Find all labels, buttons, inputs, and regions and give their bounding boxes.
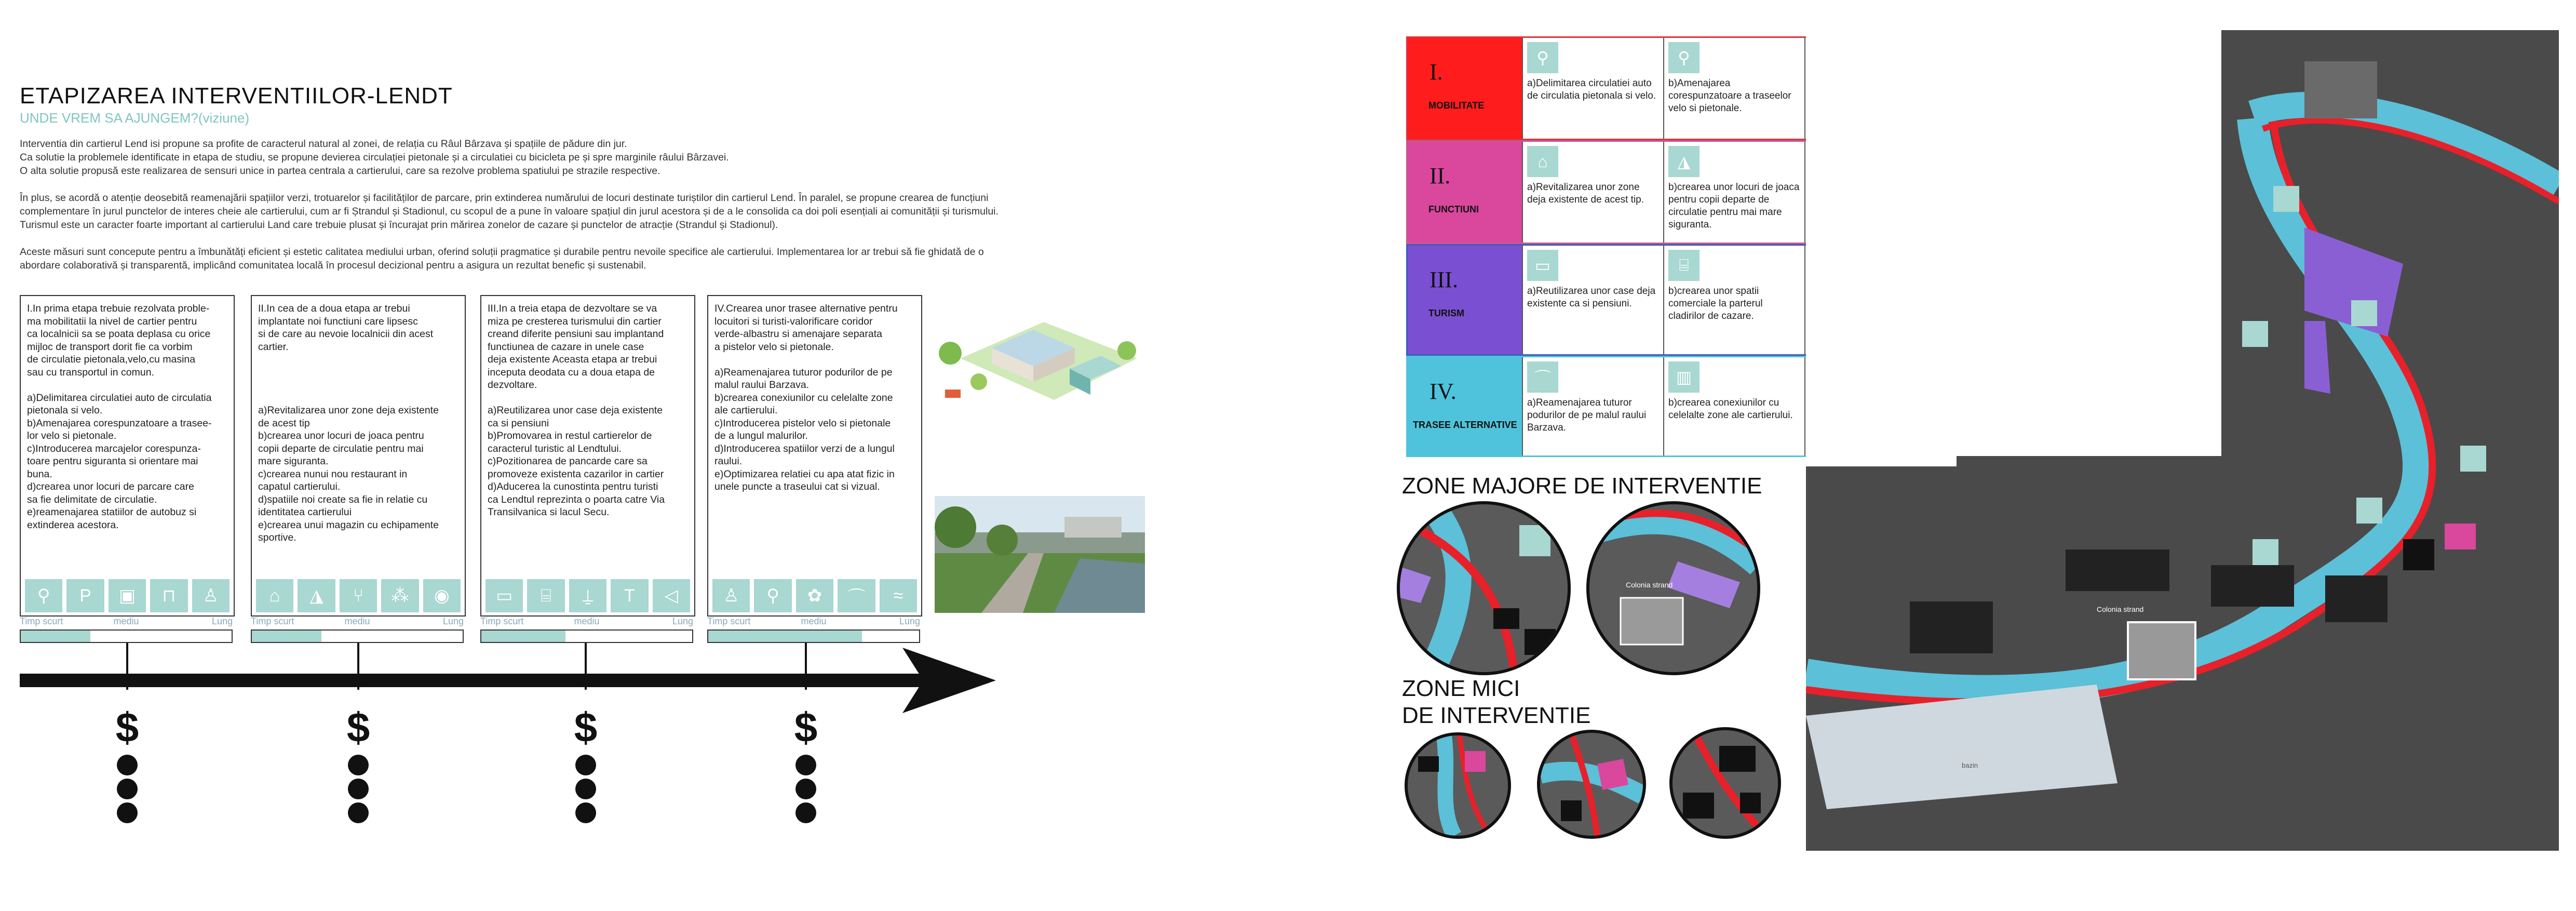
parking-icon: P	[66, 579, 104, 612]
stage-text: III.In a treia etapa de dezvoltare se va miza pe cresterea turismului din cartier creand diferite pensiuni sau implantand functiunea de cazare in unele case deja existente Aceasta etapa ar trebui inceputa deodata cu a doua etapa de dezvoltare. a)Reutilizarea unor case deja existente ca si pensiuni b)Promovarea in restul cartierelor de caracterul turistic al Lendtului. c)Pozitionarea de pancarde care sa promoveze existenta cazarilor in cartier d)Aducerea la cunostinta pentru turisti ca Lendtul reprezinta o poarta catre Via Transilvanica si lacul Secu.	[488, 303, 665, 518]
time-label-short: Timp scurt	[251, 616, 294, 626]
duration-bar-fill	[21, 631, 90, 642]
bridge-icon: ⌒	[1527, 361, 1558, 393]
matrix-cell	[1663, 142, 1804, 243]
dollar-icon: $	[574, 704, 598, 751]
stage-text: I.In prima etapa trebuie rezolvata proble- ma mobilitatii la nivel de cartier pentru ca localnicii sa se poata deplasa cu orice mijloc de transport dorit fie ca vorbim de circulatie pietonala,velo,cu masina sau cu transportul in comun. a)Delimitarea circulatiei auto de circulatia pietonala si velo. b)Amenajarea corespunzatoare a trasee- lor velo si pietonale. c)Introducerea marcajelor corespunza- toare pentru siguranta si orientare mai buna. d)crearea unor locuri de parcare care sa fie delimitate de circulatie. e)reamenajarea statiilor de autobuz si extinderea acestora.	[27, 303, 212, 531]
map-label: Colonia strand	[1626, 581, 1673, 589]
dot-icon	[795, 779, 816, 799]
cost-marker	[112, 704, 143, 826]
time-label-medium: mediu	[574, 616, 600, 626]
matrix-cell	[1522, 38, 1663, 139]
dot-icon	[348, 802, 369, 823]
minor-zone-map	[1537, 730, 1646, 839]
zone-major-title: ZONE MAJORE DE INTERVENTIE	[1402, 473, 1762, 499]
pedestrian-icon: ♙	[192, 579, 230, 612]
matrix-row-header	[1408, 246, 1522, 354]
dot-icon	[575, 755, 596, 775]
dot-icon	[117, 779, 138, 799]
page-subtitle: UNDE VREM SA AJUNGEM?(viziune)	[20, 110, 250, 126]
dollar-icon: $	[115, 704, 139, 751]
intro-text	[20, 137, 1110, 286]
page-title: ETAPIZAREA INTERVENTIILOR-LENDT	[20, 83, 453, 109]
minor-zone-map	[1669, 727, 1781, 839]
timeline-tick	[805, 643, 807, 690]
matrix-row-header	[1408, 38, 1522, 139]
sign-icon: ⍊	[569, 579, 606, 612]
matrix-cell	[1663, 38, 1804, 139]
dollar-icon: $	[794, 704, 818, 751]
dot-icon	[117, 802, 138, 823]
timeline-arrow	[20, 641, 996, 719]
map-label: Colonia strand	[2097, 605, 2144, 613]
matrix-cell-text: b)Amenajarea corespunzatoare a traseelor velo si pietonale.	[1668, 78, 1791, 114]
duration-bar	[20, 629, 233, 643]
intro-paragraph: În plus, se acordă o atenție deosebită reamenajării spațiilor verzi, trotuarelor și facilităților de parcare, prin extinderea numărului de locuri destinate turiștilor din cartierul Lend. În paralel, se propune crearea de funcțiuni complementare în jurul punctelor de interes cheie ale cartierului, cum ar fi Ștrandul și Stadionul, cu scopul de a pune în valoare spațiul din jurul acestora și de a le consolida ca doi poli esențiali ai comunității și turismului. Turismul este un caracter foarte important al cartierului Land care trebuie plusat și încurajat prin mărirea zonelor de cazare și punctelor de atracție (Strandul și Stadionul).	[20, 192, 999, 231]
matrix-cell-text: a)Reamenajarea tuturor podurilor de pe malul raului Barzava.	[1527, 397, 1647, 433]
matrix-row-label: TURISM	[1428, 308, 1464, 318]
bed-icon: ▭	[485, 579, 523, 612]
matrix-cell-text: b)crearea unor spatii comerciale la parterul cladirilor de cazare.	[1668, 286, 1763, 321]
nature-icon: ✿	[796, 579, 833, 612]
stage-text: II.In cea de a doua etapa ar trebui implantate noi functiuni care lipsesc si de care au nevoie localnicii din acest cartier. a)Revitalizarea unor zone deja existente de acest tip b)crearea unor locuri de joaca pentru copii departe de circulatie pentru mai mare siguranta. c)crearea nunui nou restaurant in capatul cartierului. d)spatiile noi create sa fie in relatie cu identitatea cartierului e)crearea unui magazin cu echipamente sportive.	[258, 303, 439, 543]
major-zone-map	[1586, 501, 1760, 675]
major-zone-map	[1397, 501, 1571, 675]
matrix-row-label: MOBILITATE	[1428, 100, 1485, 111]
dot-icon	[575, 779, 596, 799]
slide-icon: ◮	[1668, 146, 1700, 177]
dot-icon	[575, 802, 596, 823]
time-label-short: Timp scurt	[707, 616, 751, 626]
time-label-long: Lung	[899, 616, 920, 626]
time-label-short: Timp scurt	[20, 616, 63, 626]
dot-icon	[348, 755, 369, 775]
time-label-medium: mediu	[113, 616, 139, 626]
matrix-cell-text: a)Reutilizarea unor case deja existente ca si pensiuni.	[1527, 286, 1656, 309]
stage-text: IV.Crearea unor trasee alternative pentru locuitori si turisti-valorificare coridor verde-albastru si amenajare separata a pistelor velo si pietonale. a)Reamenajarea tuturor podurilor de pe malul raului Barzava. b)crearea conexiunilor cu celelalte zone ale cartierului. c)Introducerea pistelor velo si pietonale de a lungul malurilor. d)Introducerea spatiilor verzi de a lungul raului. e)Optimizarea relatiei cu apa atat fizic in unele puncte a traseului cat si vizual.	[714, 303, 898, 492]
time-scale-labels	[251, 616, 464, 627]
cost-marker	[570, 704, 601, 826]
duration-bar-fill	[708, 631, 862, 642]
matrix-row-number: IV.	[1429, 379, 1456, 404]
route-icon: T	[611, 579, 648, 612]
matrix-cell	[1522, 357, 1663, 456]
bicycle-icon: ⚲	[25, 579, 62, 612]
intro-paragraph: Aceste măsuri sunt concepute pentru a îmbunătăți eficient și estetic calitatea mediului urban, oferind soluții pragmatice și durabile pentru nevoile specifice ale cartierului. Implementarea lor ar trebui să fie ghidată de o abordare colaborativă și transparentă, implicând comunitatea locală în procesul decizional pentru a asigura un rezultat benefic și sustenabil.	[20, 246, 984, 271]
duration-bar	[707, 629, 920, 643]
network-icon: ⁂	[381, 579, 419, 612]
time-label-medium: mediu	[344, 616, 370, 626]
town-illustration	[929, 291, 1148, 416]
bed-icon: ▭	[1527, 250, 1558, 281]
time-label-long: Lung	[672, 616, 693, 626]
stage-box	[20, 295, 235, 617]
matrix-cell	[1522, 246, 1663, 354]
stage-box	[480, 295, 695, 617]
cost-marker	[790, 704, 821, 826]
bicycle-icon: ⚲	[1668, 42, 1700, 73]
river-photo	[935, 496, 1145, 613]
bridge-icon: ⌒	[838, 579, 875, 612]
matrix-cell	[1522, 142, 1663, 243]
matrix-cell-text: b)crearea unor locuri de joaca pentru copii departe de circulatie pentru mai mare siguranta.	[1668, 182, 1800, 230]
duration-bar-fill	[481, 631, 565, 642]
restaurant-icon: ⑂	[340, 579, 377, 612]
matrix-cell	[1663, 246, 1804, 354]
matrix-row-header	[1408, 357, 1522, 456]
bus-stop-icon: ⊓	[150, 579, 187, 612]
cost-marker	[343, 704, 374, 826]
bus-icon: ▣	[109, 579, 146, 612]
stage-icon-row	[481, 576, 694, 615]
matrix-row-number: I.	[1429, 59, 1443, 85]
matrix-cell	[1663, 357, 1804, 456]
building-icon: ▥	[1668, 361, 1700, 393]
matrix-row-label: TRASEE ALTERNATIVE	[1413, 420, 1517, 430]
duration-bar-fill	[252, 631, 321, 642]
water-icon: ≈	[880, 579, 917, 612]
time-label-long: Lung	[211, 616, 233, 626]
intro-paragraph: Interventia din cartierul Lend isi propune sa profite de caracterul natural al zonei, de relația cu Râul Bârzava și spațiile de pădure din jur. Ca solutie la problemele identificate in etapa de studiu, se propune devierea circulației pietonale și a circulatiei cu bicicleta pe și spre marginile râului Bârzavei. O alta solutie propusă este realizarea de sensuri unice in partea centrala a cartierului, care sa rezolve problema spatiului pe strazile respective.	[20, 138, 729, 177]
dollar-icon: $	[346, 704, 370, 751]
megaphone-icon: ◁	[653, 579, 690, 612]
matrix-cell-text: a)Delimitarea circulatiei auto de circulatia pietonala si velo.	[1527, 78, 1656, 101]
time-label-long: Lung	[442, 616, 464, 626]
stage-box	[251, 295, 466, 617]
slide-icon: ◮	[298, 579, 335, 612]
sport-icon: ◉	[423, 579, 461, 612]
time-scale-labels	[480, 616, 693, 627]
dot-icon	[117, 755, 138, 775]
bicycle-icon: ⚲	[754, 579, 791, 612]
dot-icon	[795, 755, 816, 775]
matrix-row-header	[1408, 142, 1522, 243]
shop-icon: ⌸	[1668, 250, 1700, 281]
matrix-row-number: III.	[1429, 267, 1458, 292]
time-scale-labels	[20, 616, 233, 627]
time-label-medium: mediu	[801, 616, 827, 626]
duration-bar	[251, 629, 464, 643]
map-label: bazin	[1962, 761, 1978, 769]
duration-bar	[480, 629, 693, 643]
time-scale-labels	[707, 616, 920, 627]
timeline-tick	[357, 643, 359, 690]
matrix-row-number: II.	[1429, 163, 1451, 189]
stage-icon-row	[708, 576, 921, 615]
playground-icon: ⌂	[1527, 146, 1558, 177]
minor-zone-map	[1405, 732, 1511, 839]
dot-icon	[348, 779, 369, 799]
timeline-tick	[585, 643, 587, 690]
shop-icon: ⌸	[527, 579, 564, 612]
time-label-short: Timp scurt	[480, 616, 524, 626]
matrix-cell-text: b)crearea conexiunilor cu celelalte zone ale cartierului.	[1668, 397, 1793, 421]
stage-icon-row	[21, 576, 234, 615]
site-map	[1806, 30, 2559, 851]
dot-icon	[795, 802, 816, 823]
walk-icon: ♙	[712, 579, 750, 612]
stage-icon-row	[252, 576, 465, 615]
playground-icon: ⌂	[256, 579, 293, 612]
timeline-tick	[126, 643, 128, 690]
bicycle-icon: ⚲	[1527, 42, 1558, 73]
matrix-cell-text: a)Revitalizarea unor zone deja existente de acest tip.	[1527, 182, 1644, 205]
stage-box	[707, 295, 922, 617]
zone-minor-title: ZONE MICI DE INTERVENTIE	[1402, 676, 1591, 728]
matrix-row-label: FUNCTIUNI	[1428, 204, 1479, 215]
